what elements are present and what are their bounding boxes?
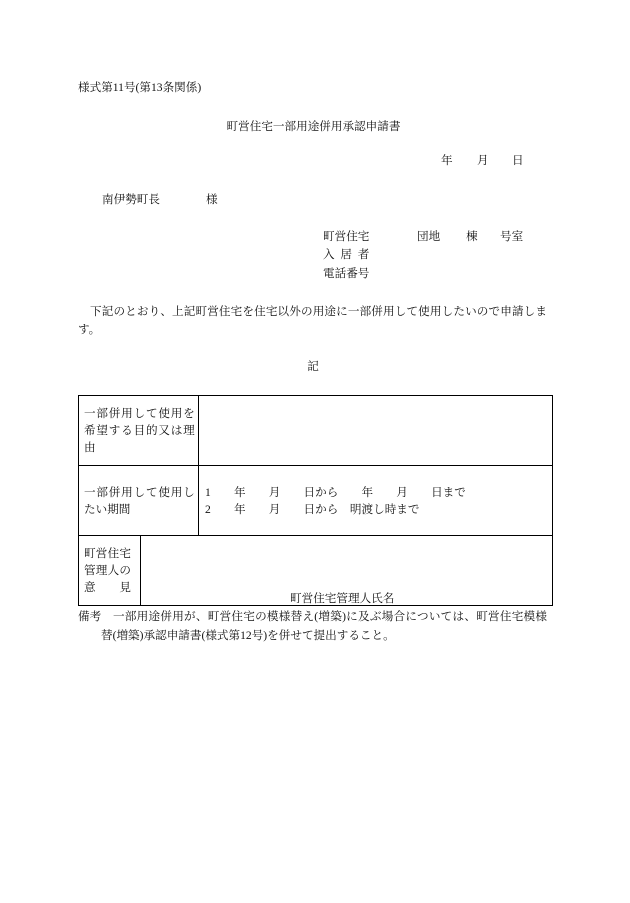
purpose-label-cell — [79, 396, 199, 465]
application-details-table — [78, 395, 553, 606]
remarks-line: 一部用途併用が、町営住宅の模様替え(増築)に及ぶ場合については、町営住宅模様 — [113, 610, 547, 623]
period-label-cell — [79, 466, 199, 535]
statement-line: す。 — [78, 323, 101, 336]
statement-line: 下記のとおり、上記町営住宅を住宅以外の用途に一部併用して使用したいので申請しま — [90, 305, 547, 318]
purpose-label: 一部併用して使用を希望する目的又は理由 — [84, 407, 195, 454]
applicant-complex-label: 団地 — [417, 230, 441, 243]
manager-opinion-label: 町営住宅管理人の意見 — [84, 547, 131, 594]
purpose-value-cell — [199, 396, 552, 465]
applicant-housing-label: 町営住宅 — [323, 230, 370, 243]
applicant-phone-label: 電話番号 — [323, 267, 370, 280]
applicant-building-label: 棟 — [466, 230, 478, 243]
date-year-label: 年 — [441, 154, 453, 167]
manager-opinion-label-cell — [79, 536, 141, 605]
manager-signature-label: 町営住宅管理人氏名 — [290, 592, 395, 605]
addressee-name: 南伊勢町長 — [102, 193, 160, 206]
remarks-label: 備考 — [78, 610, 102, 623]
manager-opinion-value-cell — [141, 536, 552, 605]
addressee-honorific: 様 — [206, 193, 218, 206]
period-label: 一部併用して使用したい期間 — [84, 485, 195, 516]
section-mark: 記 — [307, 360, 319, 373]
period-row — [79, 466, 552, 536]
document-title: 町営住宅一部用途併用承認申請書 — [226, 120, 401, 133]
date-day-label: 日 — [512, 154, 524, 167]
form-number: 様式第11号(第13条関係) — [78, 81, 202, 94]
manager-opinion-row — [79, 536, 552, 605]
applicant-resident-label: 入居者 — [323, 248, 370, 261]
applicant-room-label: 号室 — [500, 230, 524, 243]
remarks-line: 替(増築)承認申請書(様式第12号)を併せて提出すること。 — [101, 629, 395, 642]
period-value-cell — [199, 466, 552, 535]
period-option-fixed-term: 1 年 月 日から 年 月 日まで — [205, 485, 466, 499]
period-option-until-vacating: 2 年 月 日から 明渡し時まで — [205, 502, 420, 516]
date-month-label: 月 — [477, 154, 489, 167]
purpose-row — [79, 396, 552, 466]
